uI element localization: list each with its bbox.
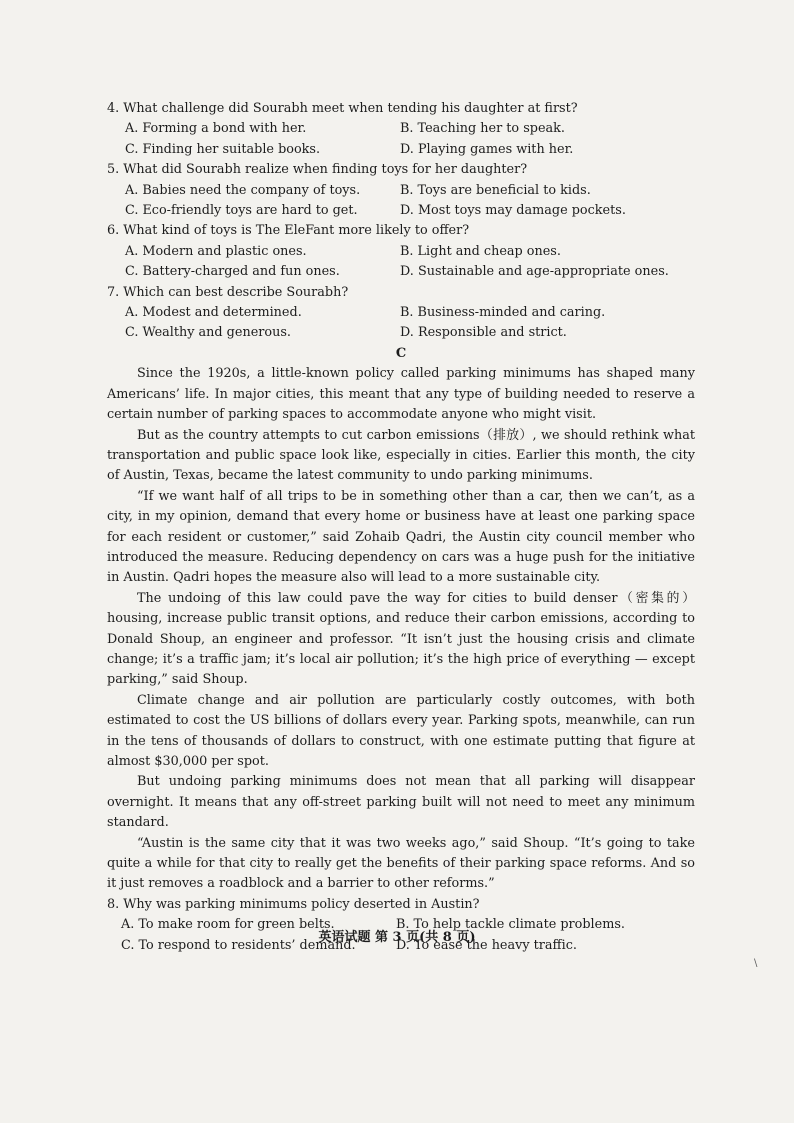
- option-a: A. Modern and plastic ones.: [125, 243, 307, 259]
- option-a: A. Forming a bond with her.: [125, 121, 307, 137]
- question-4: [107, 99, 695, 160]
- question-stem: 6. What kind of toys is The EleFant more likely to offer?: [107, 223, 470, 239]
- passage-paragraph: “If we want half of all trips to be in something other than a car, then we can’t, as a city, in my opinion, demand that every home or business have at least one parking space for each resident or customer,” said Zohaib Qadri, the Austin city council member who introduced the measure. Reducing dependency on cars was a huge push for the initiative in Austin. Qadri hopes the measure also will lead to a more sustainable city.: [107, 488, 695, 586]
- option-c: C. Eco-friendly toys are hard to get.: [125, 203, 358, 219]
- option-grid: [125, 181, 695, 222]
- option-c: C. Battery-charged and fun ones.: [125, 264, 340, 280]
- option-b: B. Business-minded and caring.: [400, 305, 606, 321]
- option-b: B. To help tackle climate problems.: [396, 917, 625, 933]
- question-stem: 8. Why was parking minimums policy deserted in Austin?: [107, 896, 480, 912]
- option-grid: [125, 303, 695, 344]
- option-a: A. To make room for green belts.: [121, 917, 335, 933]
- option-a: A. Modest and determined.: [125, 305, 302, 321]
- passage-paragraph: But as the country attempts to cut carbon emissions（排放）, we should rethink what transportation and public space look like, especially in cities. Earlier this month, the city of Austin, Texas, became the latest community to undo parking minimums.: [107, 427, 695, 484]
- passage-paragraph: Climate change and air pollution are particularly costly outcomes, with both estimated to cost the US billions of dollars every year. Parking spots, meanwhile, can run in the tens of thousands of dollars to construct, with one estimate putting that figure at almost $30,000 per spot.: [107, 692, 695, 769]
- option-grid: [125, 119, 695, 160]
- option-b: B. Teaching her to speak.: [400, 121, 565, 137]
- option-d: D. Playing games with her.: [400, 141, 574, 157]
- section-heading: C: [395, 345, 407, 361]
- option-d: D. Most toys may damage pockets.: [400, 203, 626, 219]
- question-5: [107, 160, 695, 221]
- reading-passage: [107, 364, 695, 895]
- corner-mark: \: [754, 958, 758, 969]
- option-b: B. Light and cheap ones.: [400, 243, 561, 259]
- passage-paragraph: “Austin is the same city that it was two weeks ago,” said Shoup. “It’s going to take quite a while for that city to really get the benefits of their parking space reforms. And so it just removes a roadblock and a barrier to other reforms.”: [107, 835, 695, 892]
- option-d: D. Sustainable and age-appropriate ones.: [400, 264, 669, 280]
- option-d: D. To ease the heavy traffic.: [396, 937, 577, 953]
- page-content: [107, 99, 695, 956]
- option-c: C. Finding her suitable books.: [125, 141, 321, 157]
- question-7: [107, 283, 695, 344]
- page-footer: 英语试题 第 3 页(共 8 页): [318, 930, 476, 945]
- question-stem: 4. What challenge did Sourabh meet when tending his daughter at first?: [107, 101, 578, 116]
- option-a: A. Babies need the company of toys.: [125, 182, 361, 198]
- question-stem: 7. Which can best describe Sourabh?: [107, 284, 349, 300]
- passage-paragraph: But undoing parking minimums does not mean that all parking will disappear overnight. It means that any off-street parking built will not need to meet any minimum standard.: [107, 774, 695, 831]
- option-grid: [125, 242, 695, 283]
- option-b: B. Toys are beneficial to kids.: [400, 182, 591, 198]
- option-c: C. Wealthy and generous.: [125, 325, 291, 341]
- question-stem: 5. What did Sourabh realize when finding toys for her daughter?: [107, 162, 528, 178]
- passage-paragraph: Since the 1920s, a little-known policy called parking minimums has shaped many Americans’ life. In major cities, this meant that any type of building needed to reserve a certain number of parking spaces to accommodate anyone who might visit.: [107, 366, 695, 423]
- option-d: D. Responsible and strict.: [400, 325, 567, 341]
- option-c: C. To respond to residents’ demand.: [121, 937, 356, 953]
- question-6: [107, 221, 695, 282]
- passage-paragraph: The undoing of this law could pave the way for cities to build denser（密集的）housing, increase public transit options, and reduce their carbon emissions, according to Donald Shoup, an engineer and professor. “It isn’t just the housing crisis and climate change; it’s a traffic jam; it’s local air pollution; it’s the high price of everything — except parking,” said Shoup.: [107, 590, 695, 688]
